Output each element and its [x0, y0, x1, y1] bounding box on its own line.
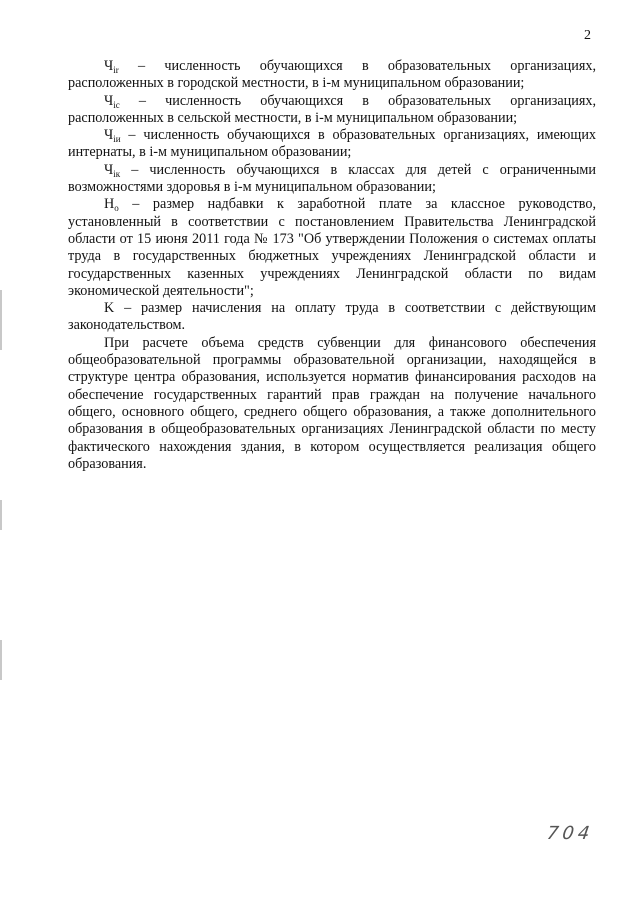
definition-ch-ir — [68, 58, 596, 93]
definition-text: – численность обучающихся в классах для детей с ограниченными возможностями здоровья в i-м муниципальном образовании; — [68, 161, 596, 196]
scan-artifact — [0, 500, 2, 530]
symbol: $Ч_{ic}$ — [104, 92, 120, 110]
closing-paragraph: При расчете объема средств субвенции для финансового обеспечения общеобразовательной программы образовательной организации, находящейся в структуре центра образования, используется норматив финансирования расходов на обеспечение государственных гарантий прав граждан на получение начального общего, основного общего, среднего общего образования, а также дополнительного образования в общеобразовательных организациях Ленинградской области по месту фактического нахождения здания, в котором осуществляется реализация общего образования. — [68, 334, 596, 472]
definition-text: – размер начисления на оплату труда в соответствии с действующим законодательством. — [68, 300, 597, 334]
definition-text: – численность обучающихся в образовательных организациях, расположенных в городской местности, в i-м муниципальном образовании; — [68, 58, 596, 92]
definition-text: – численность обучающихся в образовательных организациях, имеющих интернаты, в i-м муниципальном образовании; — [68, 127, 597, 161]
handwritten-page-number: 704 — [545, 823, 595, 844]
scan-artifact — [0, 640, 2, 680]
symbol: K — [104, 300, 115, 317]
symbol: $Ч_{ir}$ — [104, 58, 119, 75]
definition-text: – размер надбавки к заработной плате за классное руководство, установленный в соответствии с постановлением Правительства Ленинградской области от 15 июня 2011 года № 173 "Об утверждении Положения о системах оплаты труда в государственных бюджетных учреждениях Ленинградской области и государственных казенных учреждениях Ленинградской области по видам экономической деятельности"; — [68, 196, 597, 299]
page-number: 2 — [584, 28, 591, 43]
symbol: $Ч_{iк}$ — [104, 161, 121, 179]
definition-ch-ic — [68, 93, 596, 128]
scan-artifact — [0, 290, 2, 350]
definition-ch-ik — [68, 162, 596, 197]
definition-k — [68, 300, 596, 335]
document-body — [68, 58, 596, 473]
symbol: $Ч_{iи}$ — [104, 127, 121, 145]
definition-text: – численность обучающихся в образовательных организациях, расположенных в сельской местности, в i-м муниципальном образовании; — [68, 92, 597, 126]
symbol: $Н_о$ — [104, 196, 119, 214]
definition-ch-ii — [68, 127, 596, 162]
definition-n-o — [68, 196, 596, 300]
